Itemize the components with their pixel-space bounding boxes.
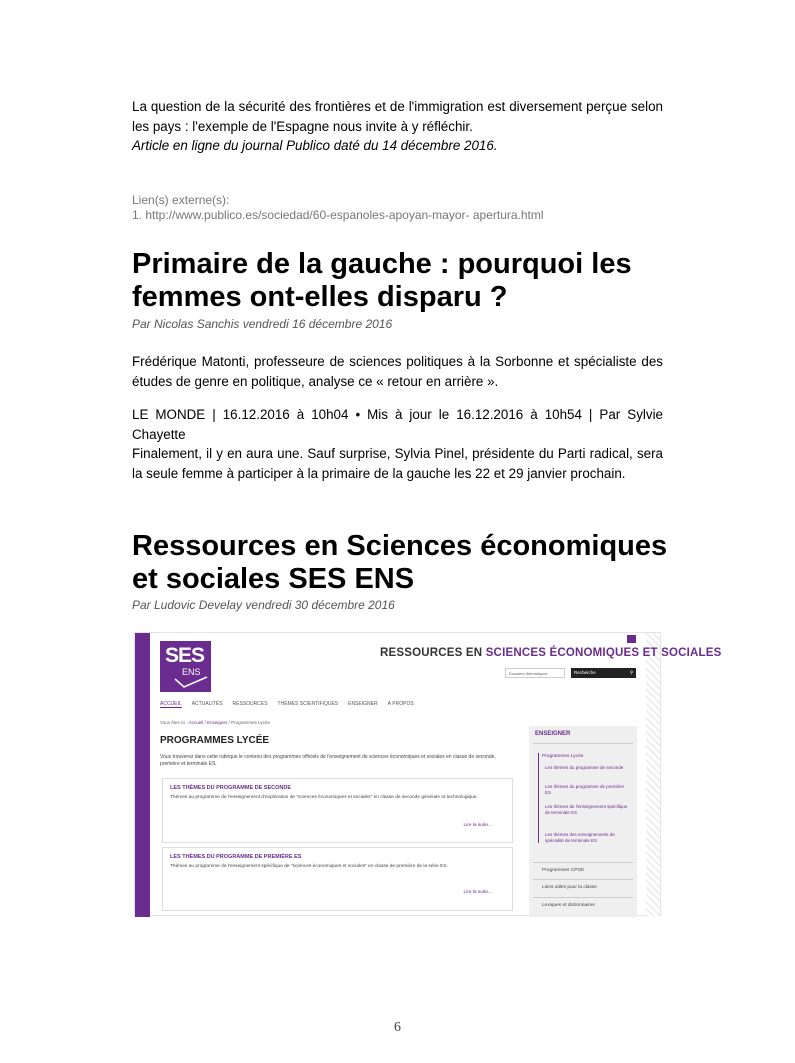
sidebar-title: ENSEIGNER — [535, 731, 571, 737]
article-paragraph: Frédérique Matonti, professeure de sciences politiques à la Sorbonne et spécialiste des études de genre en politique, analyse ce « retour en arrière ». — [132, 354, 663, 389]
program-card — [162, 778, 513, 843]
sidebar-divider — [533, 743, 633, 744]
sidebar-divider — [533, 862, 633, 863]
corner-icon[interactable] — [627, 635, 636, 643]
intro-text: La question de la sécurité des frontières et de l'immigration est diversement perçue selon les pays : l'exemple de l'Espagne nous invite à y réfléchir. — [132, 99, 663, 134]
nav-item[interactable]: ACTUALITÉS — [191, 701, 223, 707]
nav-item[interactable]: À PROPOS — [387, 701, 414, 707]
logo-text: SES — [165, 644, 205, 667]
website-screenshot — [134, 632, 722, 916]
article-paragraph: Finalement, il y en aura une. Sauf surprise, Sylvia Pinel, présidente du Parti radical, sera la seule femme à participer à la primaire de la gauche les 22 et 29 janvier prochain. — [132, 446, 663, 481]
external-link[interactable]: 1. http://www.publico.es/sociedad/60-espanoles-apoyan-mayor- apertura.html — [132, 208, 544, 222]
nav-item[interactable]: RESSOURCES — [232, 701, 268, 707]
article-byline: Par Ludovic Develay vendredi 30 décembre 2016 — [132, 598, 395, 612]
sidebar-item[interactable]: Programmes CPGE — [542, 868, 585, 873]
logo-check-icon — [174, 675, 208, 689]
headline-plain: RESSOURCES EN — [380, 647, 486, 659]
sidebar-item[interactable]: Lexiques et dictionnaires — [542, 903, 595, 908]
breadcrumb-item: Programmes Lycée — [231, 720, 270, 725]
card-title[interactable]: LES THÈMES DU PROGRAMME DE SECONDE — [170, 785, 292, 791]
article-paragraph: LE MONDE | 16.12.2016 à 10h04 • Mis à jour le 16.12.2016 à 10h54 | Par Sylvie Chayette — [132, 407, 663, 442]
links-label: Lien(s) externe(s): — [132, 193, 230, 207]
page-intro: Vous trouverez dans cette rubrique le contenu des programmes officiels de l'enseignement de sciences économiques et sociales en classe de seconde, première et terminale ES. — [160, 754, 496, 767]
search-input[interactable] — [571, 668, 636, 678]
nav-item[interactable]: ENSEIGNER — [348, 701, 378, 707]
purple-side-bar — [135, 633, 150, 917]
page-number: 6 — [394, 1020, 401, 1035]
nav-item[interactable]: THÈMES SCIENTIFIQUES — [277, 701, 339, 707]
intro-source: Article en ligne du journal Publico daté du 14 décembre 2016. — [132, 138, 498, 153]
breadcrumb-item[interactable]: Accueil — [188, 720, 204, 725]
ses-ens-logo — [160, 641, 211, 692]
sidebar-subitem[interactable]: Les thèmes des enseignements de spécialité de terminale ES — [545, 832, 615, 843]
sidebar-subitem[interactable]: Les thèmes de l'enseignement spécifique de terminale ES — [545, 804, 628, 815]
striped-side-bar — [646, 633, 660, 917]
search-label: Recherche — [574, 670, 596, 675]
nav-item[interactable]: ACCUEIL — [160, 701, 182, 707]
sidebar-subitem[interactable]: Les thèmes du programme de première ES — [545, 784, 625, 795]
sidebar-subitem[interactable]: Les thèmes du programme de seconde — [545, 765, 624, 770]
card-description: Thèmes au programme de l'enseignement d'exploration de "sciences économiques et sociales" en classe de seconde générale et technologique. — [170, 795, 478, 800]
sidebar-item[interactable]: Liens utiles pour la classe — [542, 885, 597, 890]
site-nav — [160, 701, 424, 707]
breadcrumb: Vous êtes ici : Accueil / Enseigner / Programmes Lycée — [160, 720, 270, 725]
read-more-link[interactable]: Lire la suite... — [463, 890, 492, 895]
site-headline — [380, 647, 721, 659]
sidebar-divider — [533, 879, 633, 880]
thematic-select[interactable]: Dossiers thématiques — [505, 668, 565, 678]
program-card — [162, 847, 513, 911]
card-title[interactable]: LES THÈMES DU PROGRAMME DE PREMIÈRE ES — [170, 854, 302, 860]
breadcrumb-prefix: Vous êtes ici : — [160, 720, 189, 725]
search-icon[interactable]: ⚲ — [629, 670, 633, 675]
card-description: Thèmes au programme de l'enseignement spécifique de "sciences économiques et sociales" en classe de première de la série ES. — [170, 864, 448, 869]
article-title: Primaire de la gauche : pourquoi les femmes ont-elles disparu ? — [132, 248, 632, 313]
sidebar-item-current[interactable]: Programmes Lycée — [542, 754, 584, 759]
breadcrumb-item[interactable]: Enseigner — [207, 720, 228, 725]
article-title: Ressources en Sciences économiques et sociales SES ENS — [132, 530, 668, 595]
sidebar-active-marker — [538, 753, 539, 843]
read-more-link[interactable]: Lire la suite... — [463, 823, 492, 828]
sidebar-divider — [533, 897, 633, 898]
page-title: PROGRAMMES LYCÉE — [160, 735, 270, 746]
logo-subtext: ENS — [182, 667, 201, 677]
article-byline: Par Nicolas Sanchis vendredi 16 décembre 2016 — [132, 317, 393, 331]
headline-highlight: SCIENCES ÉCONOMIQUES ET SOCIALES — [485, 647, 722, 659]
